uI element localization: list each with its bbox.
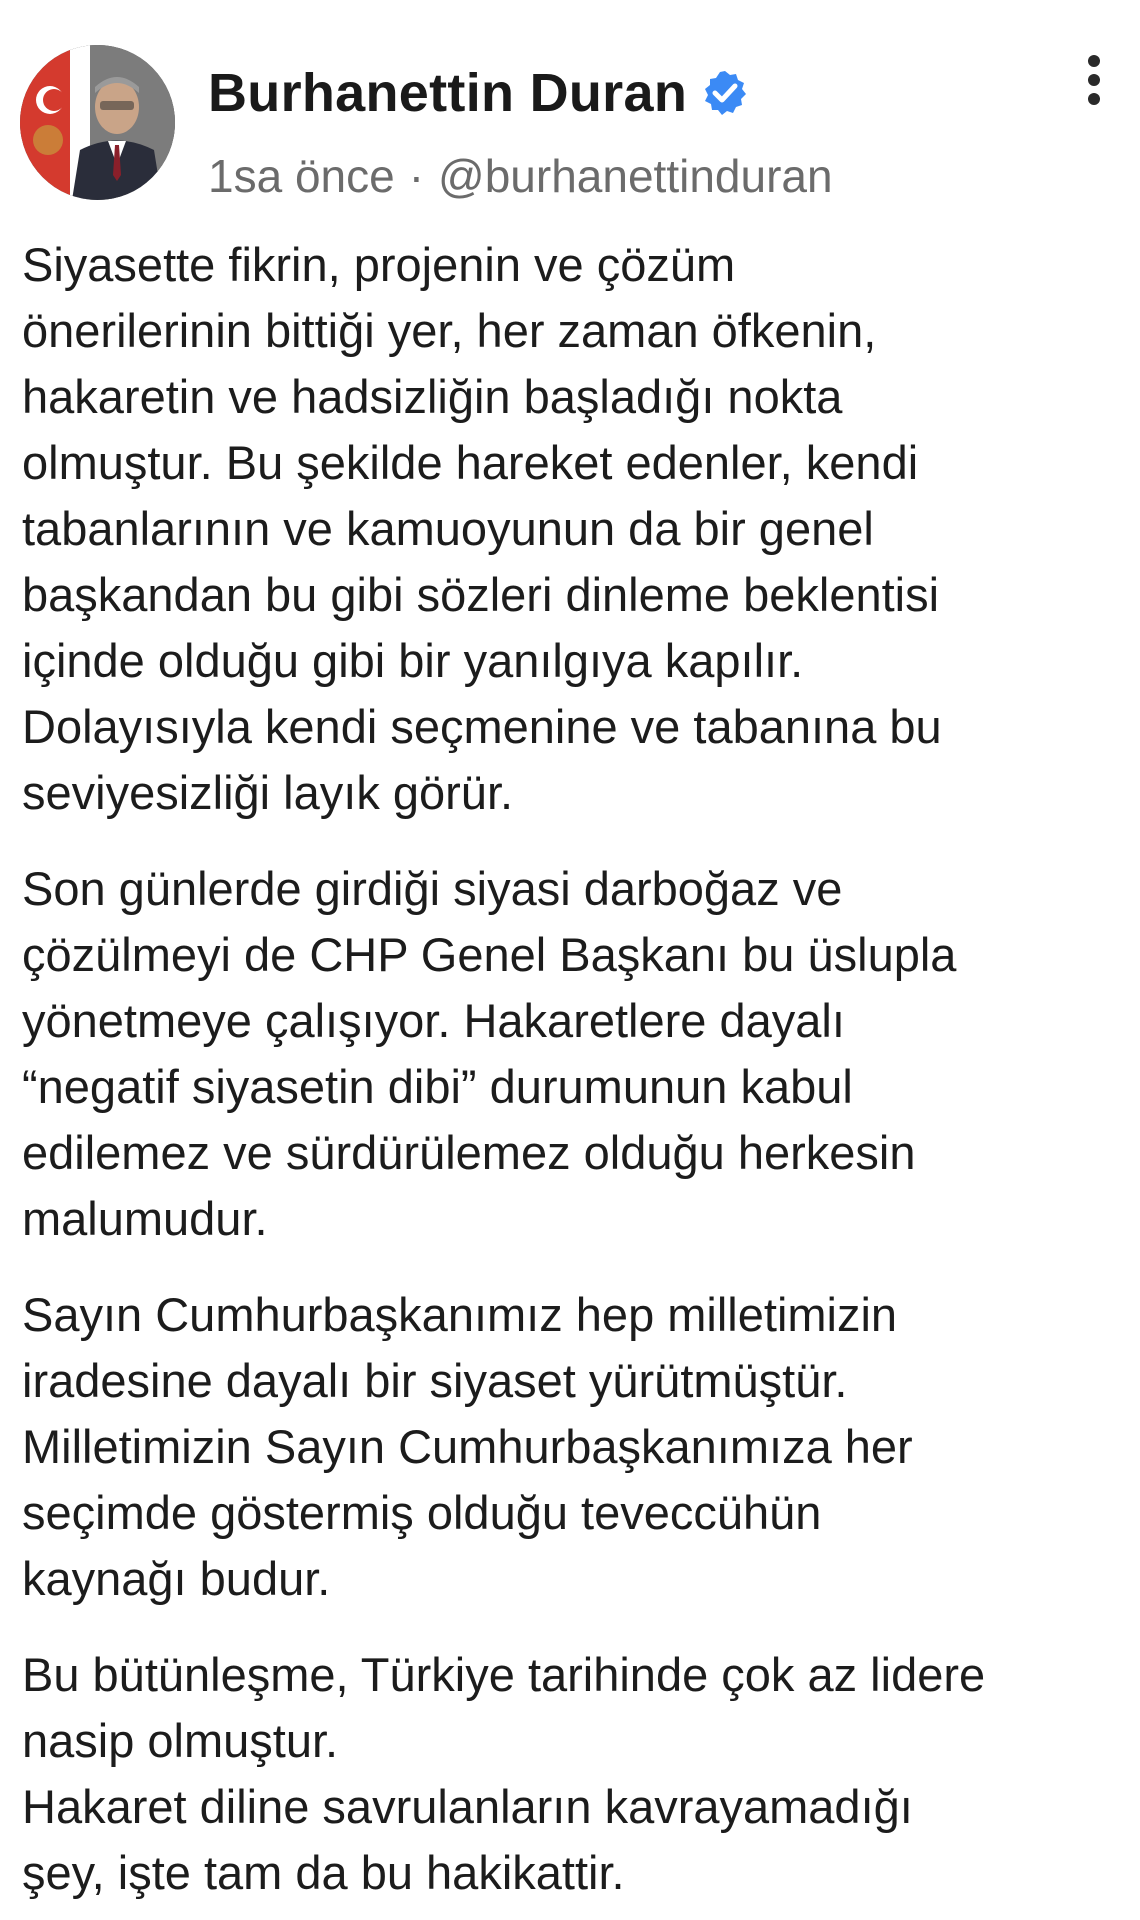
author-name-row — [208, 58, 749, 128]
post-paragraph: Siyasette fikrin, projenin ve çözüm önerilerinin bittiği yer, her zaman öfkenin, hakaretin ve hadsizliğin başladığı nokta olmuştur. Bu şekilde hareket edenler, kendi tabanlarının ve kamuoyunun da bir genel başkandan bu gibi sözleri dinleme beklentisi içinde olduğu gibi bir yanılgıya kapılır. Dolayısıyla kendi seçmenine ve tabanına bu seviyesizliği layık görür. — [22, 238, 942, 819]
meta-separator: · — [408, 150, 425, 202]
post-body — [22, 232, 1122, 1906]
post-header — [0, 0, 1140, 210]
author-name[interactable]: Burhanettin Duran — [208, 63, 688, 123]
post-paragraph: Sayın Cumhurbaşkanımız hep milletimizin iradesine dayalı bir siyaset yürütmüştür. Milletimizin Sayın Cumhurbaşkanımıza her seçimde göstermiş olduğu teveccühün kaynağı budur. — [22, 1288, 913, 1605]
avatar-photo — [20, 45, 175, 200]
post-meta — [208, 146, 833, 206]
post-paragraph: Son günlerde girdiği siyasi darboğaz ve çözülmeyi de CHP Genel Başkanı bu üslupla yönetmeye çalışıyor. Hakaretlere dayalı “negatif siyasetin dibi” durumunun kabul edilemez ve sürdürülemez olduğu herkesin malumudur. — [22, 862, 957, 1245]
avatar[interactable] — [20, 45, 175, 200]
author-handle[interactable]: @burhanettinduran — [438, 150, 833, 202]
post-time: 1sa önce — [208, 150, 395, 202]
verified-badge-icon — [701, 69, 749, 117]
post-paragraph: Bu bütünleşme, Türkiye tarihinde çok az lidere nasip olmuştur. Hakaret diline savrulanların kavrayamadığı şey, işte tam da bu hakikattir. — [22, 1648, 986, 1899]
more-vertical-icon — [1084, 52, 1104, 108]
more-options-button[interactable] — [1072, 50, 1116, 110]
